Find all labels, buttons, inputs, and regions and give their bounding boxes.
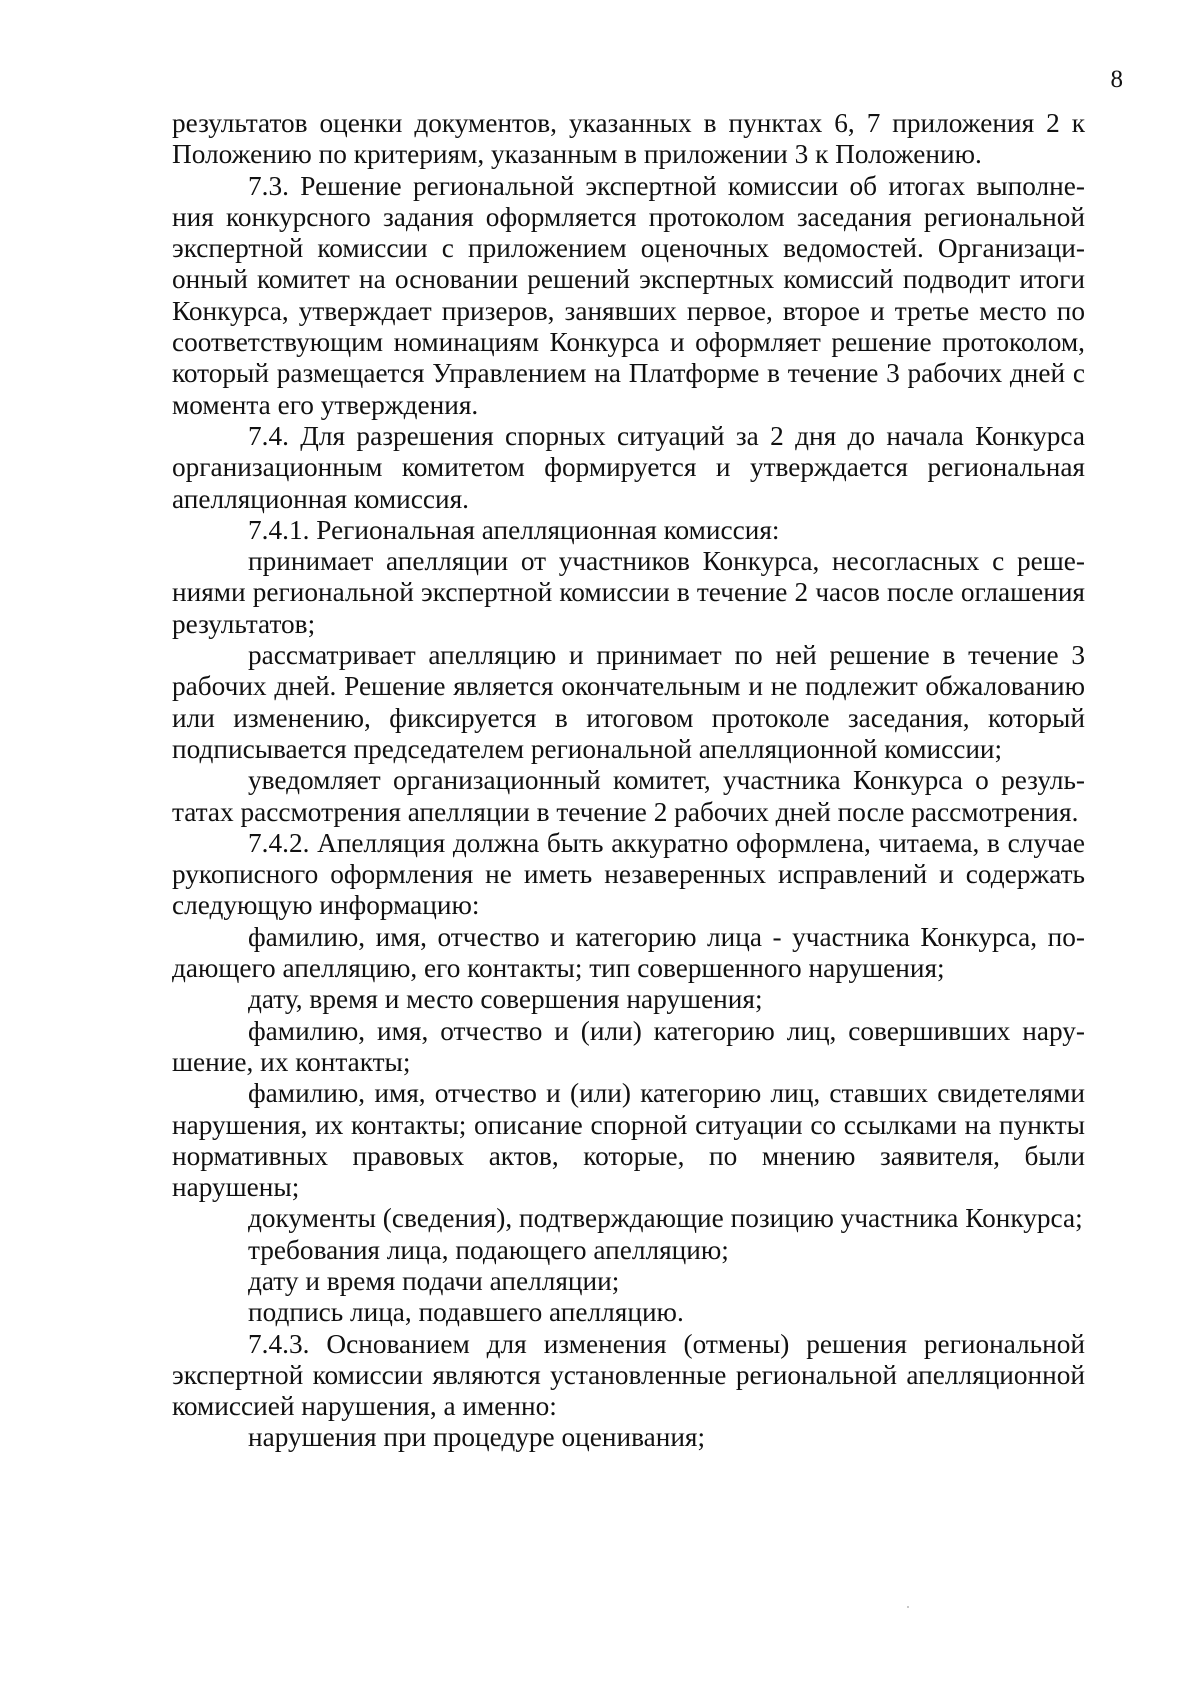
list-item: фамилию, имя, отчество и (или) категорию лиц, ставших свидетелями нарушения, их контакты; описание спорной ситуации со ссылками на пункты нормативных правовых актов, которые, по мнению заявителя, были нарушены; xyxy=(172,1078,1085,1203)
paragraph: 7.4.2. Апелляция должна быть аккуратно оформлена, читаема, в случае рукописного оформления не иметь незаверенных исправлений и содержать следующую информацию: xyxy=(172,827,1085,921)
list-item: документы (сведения), подтверждающие позицию участника Конкурса; xyxy=(248,1203,1083,1234)
list-item: уведомляет организационный комитет, участника Конкурса о результатах рассмотрения апелляции в течение 2 рабочих дней после рассмотрения. xyxy=(172,765,1085,827)
list-item: фамилию, имя, отчество и категорию лица - участника Конкурса, подающего апелляцию, его контакты; тип совершенного нарушения; xyxy=(172,921,1085,984)
paragraph: 7.4. Для разрешения спорных ситуаций за 2 дня до начала Конкурса организационным комитетом формируется и утверждается региональная апелляционная комиссия. xyxy=(172,420,1085,514)
document-body xyxy=(172,108,1085,1454)
paragraph: 7.4.1. Региональная апелляционная комиссия: xyxy=(248,514,780,545)
list-item: фамилию, имя, отчество и (или) категорию лиц, совершивших нарушение, их контакты; xyxy=(172,1015,1085,1077)
list-item: нарушения при процедуре оценивания; xyxy=(248,1422,706,1453)
page-number: 8 xyxy=(1110,66,1123,93)
paragraph: 7.4.3. Основанием для изменения (отмены) решения региональной экспертной комиссии являются установленные региональной апелляционной комиссией нарушения, а именно: xyxy=(172,1328,1085,1422)
scan-artifact xyxy=(907,1606,909,1608)
list-item: подпись лица, подавшего апелляцию. xyxy=(248,1297,684,1328)
list-item: дату, время и место совершения нарушения; xyxy=(248,984,763,1015)
list-item: рассматривает апелляцию и принимает по ней решение в течение 3 рабочих дней. Решение является окончательным и не подлежит обжалованию или изменению, фиксируется в итоговом протоколе заседания, который подписывается председателем региональной апелляционной комиссии; xyxy=(172,640,1085,764)
paragraph: 7.3. Решение региональной экспертной комиссии об итогах выполнения конкурсного задания оформляется протоколом заседания региональной экспертной комиссии с приложением оценочных ведомостей. Организационный комитет на основании решений экспертных комиссий подводит итоги Конкурса, утверждает призеров, занявших первое, второе и третье место по соответствующим номинациям Конкурса и оформляет решение протоколом, который размещается Управлением на Платформе в течение 3 рабочих дней с момента его утверждения. xyxy=(172,170,1085,420)
list-item: принимает апелляции от участников Конкурса, несогласных с решениями региональной экспертной комиссии в течение 2 часов после оглашения результатов; xyxy=(172,546,1085,639)
list-item: требования лица, подающего апелляцию; xyxy=(248,1234,729,1265)
list-item: дату и время подачи апелляции; xyxy=(248,1265,620,1296)
paragraph: результатов оценки документов, указанных в пунктах 6, 7 приложения 2 к Положению по критериям, указанным в приложении 3 к Положению. xyxy=(172,108,1085,170)
